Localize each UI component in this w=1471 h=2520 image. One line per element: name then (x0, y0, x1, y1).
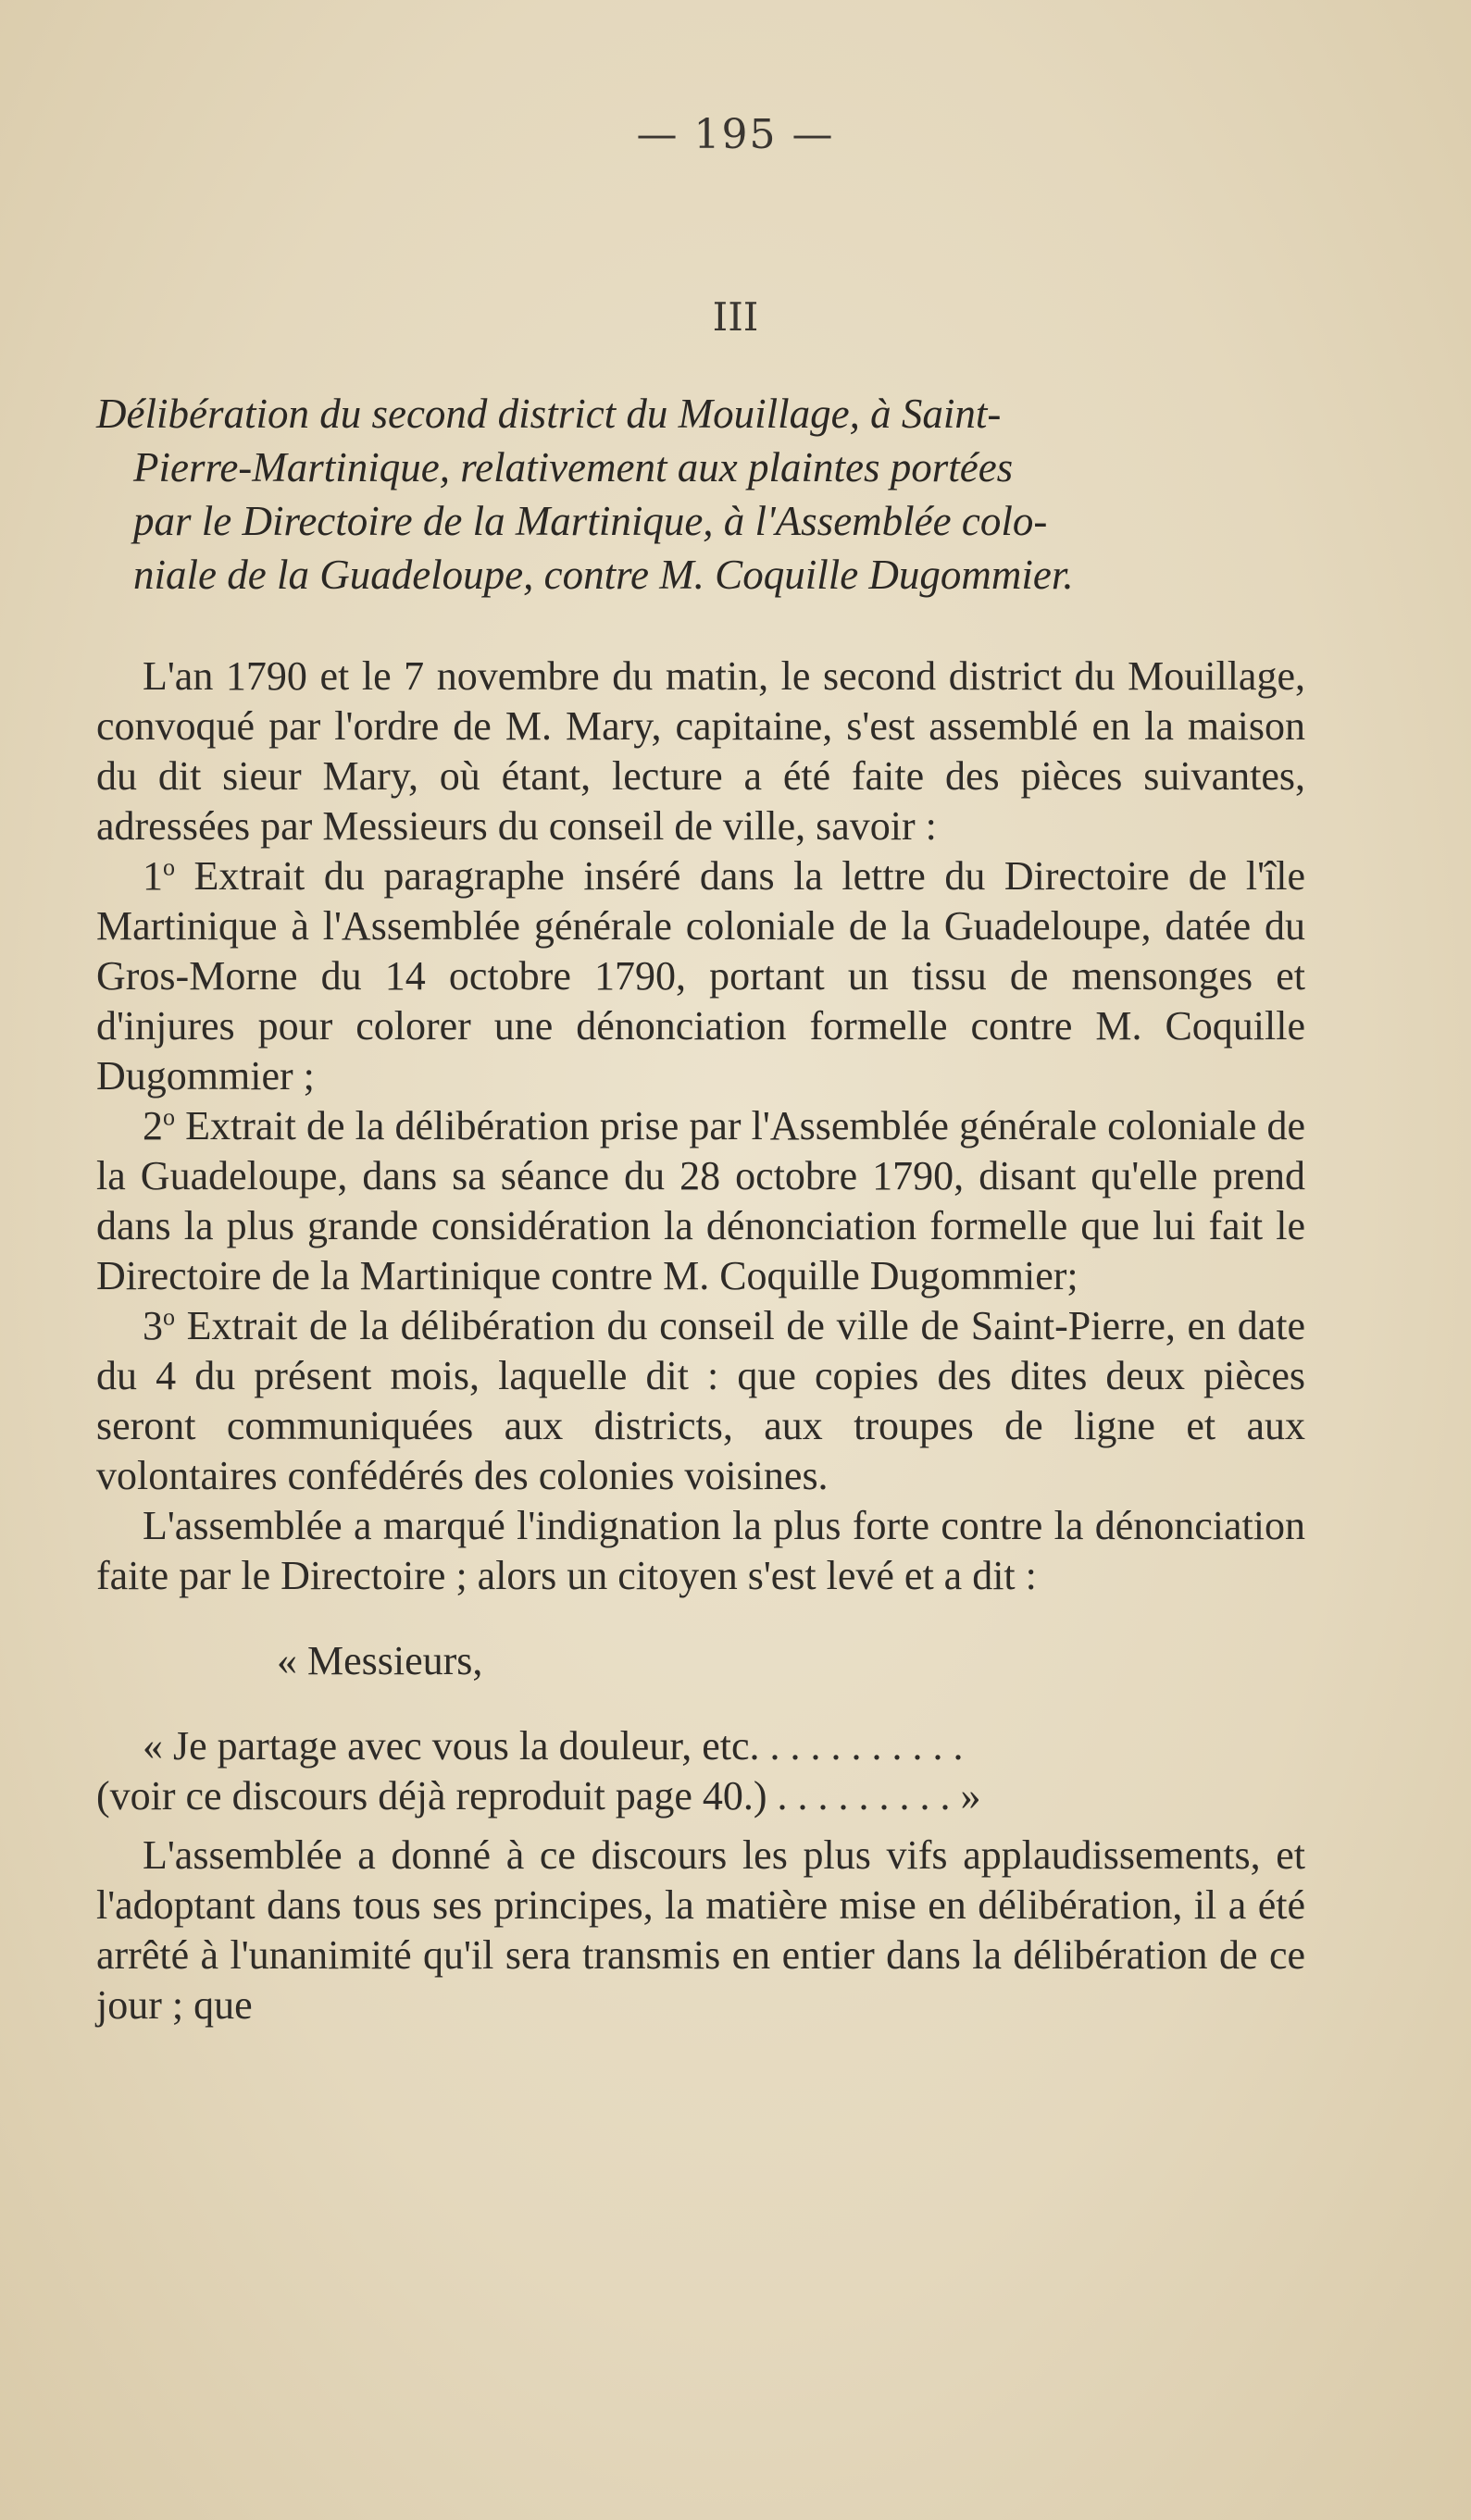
title-line: par le Directoire de la Martinique, à l'Assemblée colo- (133, 498, 1048, 544)
item-number: 1 (143, 853, 163, 899)
paragraph: L'assemblée a donné à ce discours les plus vifs applaudissements, et l'adoptant dans tous ses principes, la matière mise en délibération, il a été arrêté à l'unanimité qu'il sera transmis en entier dans la délibération de ce jour ; que (96, 1832, 1305, 2028)
item-text: Extrait du paragraphe inséré dans la lettre du Directoire de l'île Martinique à l'Assemblée générale coloniale de la Guadeloupe, datée du Gros-Morne du 14 octobre 1790, portant un tissu de mensonges et d'injures pour colorer une dénonciation formelle contre M. Coquille Dugommier ; (96, 853, 1305, 1099)
title-line: niale de la Guadeloupe, contre M. Coquille Dugommier. (133, 552, 1074, 598)
title-line: Pierre-Martinique, relativement aux plaintes portées (133, 444, 1014, 490)
item-text: Extrait de la délibération prise par l'Assemblée générale coloniale de la Guadeloupe, dans sa séance du 28 octobre 1790, disant qu'elle prend dans la plus grande considération la dénonciation formelle que lui fait le Directoire de la Martinique contre M. Coquille Dugommier; (96, 1103, 1305, 1298)
item-number: 3 (143, 1303, 163, 1348)
quote-text: (voir ce discours déjà reproduit page 40.) . . . . . . . . . » (96, 1773, 981, 1819)
ordinal-sup: o (163, 853, 175, 881)
list-item (96, 1101, 1305, 1301)
section-title (96, 387, 1305, 602)
ordinal-sup: o (163, 1103, 175, 1131)
list-item (96, 851, 1305, 1101)
list-item (96, 1301, 1305, 1501)
quote-line (96, 1771, 1305, 1821)
item-text: Extrait de la délibération du conseil de ville de Saint-Pierre, en date du 4 du présent mois, laquelle dit : que copies des dites deux pièces seront communiquées aux districts, aux troupes de ligne et aux volontaires confédérés des colonies voisines. (96, 1303, 1305, 1498)
section-numeral: III (712, 294, 759, 340)
quote-text: « Je partage avec vous la douleur, etc. . . . . . . . . . . (143, 1723, 964, 1769)
ordinal-sup: o (163, 1303, 175, 1331)
quote-line (96, 1721, 1305, 1771)
item-number: 2 (143, 1103, 163, 1148)
page-number: — 195 — (636, 111, 835, 158)
paragraph: L'an 1790 et le 7 novembre du matin, le second district du Mouillage, convoqué par l'ordre de M. Mary, capitaine, s'est assemblé en la maison du dit sieur Mary, où étant, lecture a été faite des pièces suivantes, adressées par Messieurs du conseil de ville, savoir : (96, 653, 1305, 849)
salutation: « Messieurs, (277, 1638, 483, 1683)
title-line: Délibération du second district du Mouillage, à Saint- (96, 391, 1002, 437)
spacer (96, 1601, 1305, 1636)
body-text (96, 652, 1305, 2030)
paragraph: L'assemblée a marqué l'indignation la plus forte contre la dénonciation faite par le Directoire ; alors un citoyen s'est levé et a dit : (96, 1503, 1305, 1598)
